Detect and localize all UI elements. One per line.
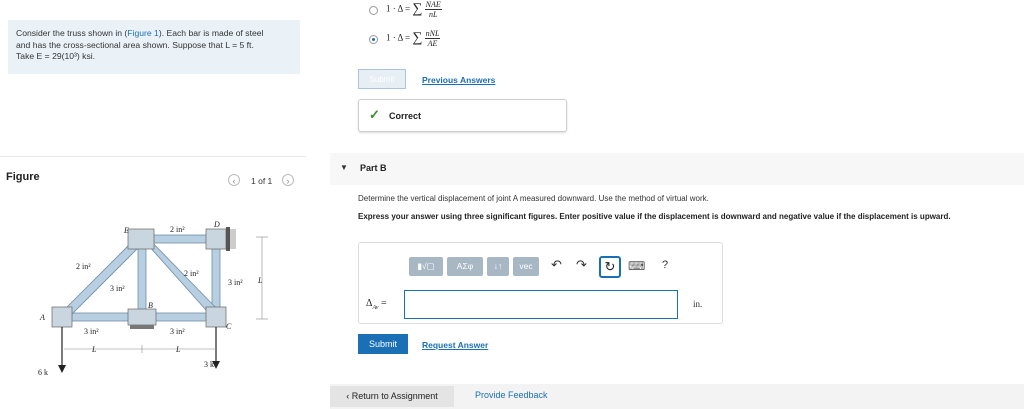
roller-support-B (130, 325, 154, 329)
undo-icon[interactable]: ↶ (551, 257, 562, 272)
load-label-A: 6 k (38, 368, 48, 377)
templates-button[interactable]: ▮√▢ (409, 257, 443, 276)
joint-E (128, 229, 154, 249)
label-D: D (214, 220, 220, 229)
problem-line-2: and has the cross-sectional area shown. Suppose that L = 5 ft. (16, 39, 254, 50)
help-button[interactable]: ? (662, 259, 669, 271)
joint-A (52, 307, 72, 327)
option-1-radio[interactable] (369, 6, 378, 15)
part-b-header[interactable] (330, 153, 1024, 185)
correct-feedback (358, 99, 567, 132)
label-C: C (226, 322, 232, 331)
vector-button[interactable]: vec (513, 257, 539, 276)
answer-label: $\Delta_{Av}$ = (366, 298, 387, 311)
area-right-vert: 3 in² (228, 278, 243, 287)
answer-input[interactable] (404, 290, 678, 319)
truss-figure (30, 215, 290, 380)
problem-line-3: Take E = 29(10³) ksi. (16, 51, 96, 61)
figure-page-count: 1 of 1 (251, 176, 273, 186)
label-E: E (124, 226, 129, 235)
reset-icon[interactable]: ↻ (599, 256, 621, 278)
joint-C (206, 307, 226, 327)
area-right-diag: 2 in² (184, 269, 199, 278)
figure-link[interactable]: Figure 1 (127, 28, 159, 38)
figure-title: Figure (6, 171, 40, 183)
part-b-title: Part B (360, 163, 387, 173)
area-top: 2 in² (170, 225, 185, 234)
area-left-vert: 3 in² (110, 284, 125, 293)
keyboard-icon[interactable]: ⌨ (628, 259, 646, 273)
checkmark-icon: ✓ (369, 107, 380, 122)
load-label-C: 3 k (204, 360, 214, 369)
return-to-assignment-button[interactable]: ‹ Return to Assignment (330, 386, 454, 407)
wall-hatch (230, 229, 236, 249)
correct-label: Correct (389, 111, 422, 121)
joint-D (206, 229, 226, 249)
divider (0, 156, 306, 157)
problem-line-1: Consider the truss shown in (Figure 1). Each bar is made of steel (16, 28, 264, 38)
option-2-formula: 1 · Δ = ∑ $\frac{\text{nNL}}{AE}$ (386, 29, 440, 48)
label-A: A (40, 313, 45, 322)
problem-statement (8, 20, 300, 74)
request-answer-link[interactable]: Request Answer (422, 340, 489, 350)
dim-L-right: L (176, 345, 181, 354)
collapse-triangle-icon: ▼ (340, 163, 348, 172)
submit-button[interactable]: Submit (358, 334, 408, 354)
joint-B (128, 309, 156, 325)
option-2-radio[interactable] (369, 35, 378, 44)
next-figure-button[interactable]: › (282, 174, 294, 186)
part-b-instruction: Express your answer using three significant figures. Enter positive value if the displacement is downward and negative value if the displacement is upward. (358, 212, 951, 221)
prev-figure-button[interactable]: ‹ (228, 174, 240, 186)
label-B: B (148, 301, 153, 310)
part-a-submit-button[interactable]: Submit (358, 69, 406, 89)
wall-support-D (226, 227, 230, 251)
part-b-question: Determine the vertical displacement of joint A measured downward. Use the method of virtual work. (358, 194, 709, 203)
dim-L-vertical: L (258, 276, 263, 285)
greek-symbols-button[interactable]: ΑΣφ (447, 257, 483, 276)
area-bottom-left: 3 in² (84, 327, 99, 336)
unit-label: in. (693, 299, 703, 309)
provide-feedback-link[interactable]: Provide Feedback (475, 390, 548, 400)
option-1-formula: 1 · Δ = ∑ $\frac{\text{NAE}}{nL}$ (386, 0, 441, 19)
redo-icon[interactable]: ↷ (576, 257, 587, 272)
subscript-button[interactable]: ↓↑ (487, 257, 509, 276)
dim-L-left: L (92, 345, 97, 354)
previous-answers-link[interactable]: Previous Answers (422, 75, 496, 85)
area-left-diag: 2 in² (76, 262, 91, 271)
area-bottom-right: 3 in² (170, 327, 185, 336)
